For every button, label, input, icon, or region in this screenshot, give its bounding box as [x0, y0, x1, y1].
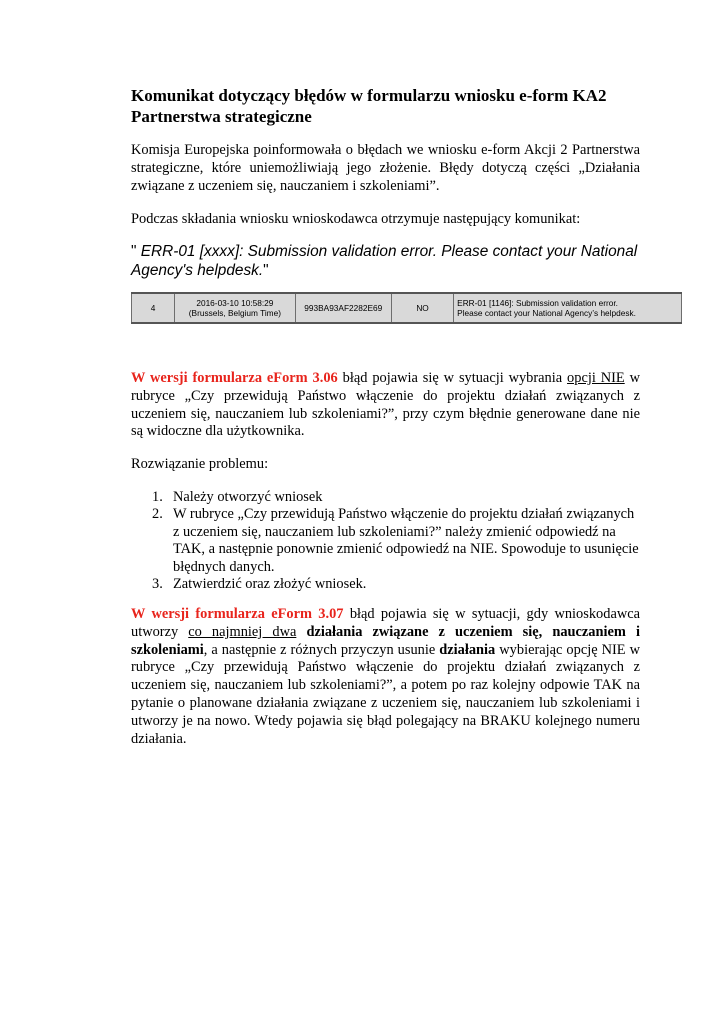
- row-number-cell: 4: [132, 293, 175, 323]
- list-item: [131, 489, 640, 506]
- bold-activities: działania związane z uczeniem się, nauczaniem i szkoleniami: [131, 623, 640, 658]
- date-cell: [175, 293, 295, 323]
- text-segment: błąd pojawia się w sytuacji wybrania: [337, 370, 568, 386]
- step-number: 2.: [152, 506, 163, 523]
- step-text: Zatwierdzić oraz złożyć wniosek.: [173, 576, 367, 593]
- underlined-quantity: co najmniej dwa: [188, 623, 297, 640]
- date-value: 2016-03-10 10:58:29: [196, 298, 274, 308]
- text-segment: [296, 624, 306, 640]
- quote-close: ": [263, 262, 269, 279]
- table-row: [132, 293, 682, 323]
- quote-open: ": [131, 243, 141, 260]
- list-item: [131, 506, 640, 576]
- underlined-option: opcji NIE: [567, 370, 625, 386]
- text-segment: błąd pojawia się w sytuacji, gdy wnioskodawca utworzy: [131, 606, 640, 640]
- list-item: [131, 576, 640, 593]
- text-segment: w rubryce „Czy przewidują Państwo włączenie do projektu działań związanych z uczeniem się, nauczaniem lub szkoleniami?”, przy czym błędnie generowane dane nie są widoczne dla użytkownika.: [131, 370, 640, 440]
- title-line-1: Komunikat dotyczący błędów w formularzu wniosku e-form KA2: [131, 86, 607, 105]
- version-307-highlight: W wersji formularza eForm 3.07: [131, 606, 344, 622]
- title-line-2: Partnerstwa strategiczne: [131, 107, 312, 126]
- submit-message-paragraph: Podczas składania wniosku wnioskodawca otrzymuje następujący komunikat:: [131, 211, 581, 227]
- bold-activities-short: działania: [439, 641, 496, 658]
- error-quote: [131, 242, 651, 280]
- intro-paragraph: Komisja Europejska poinformowała o błędach we wniosku e-form Akcji 2 Partnerstwa strategiczne, które uniemożliwiają jego złożenie. Błędy dotyczą części „Działania związane z uczeniem się, nauczaniem i szkoleniami”.: [131, 142, 640, 194]
- step-number: 3.: [152, 576, 163, 593]
- section-306-paragraph: [131, 370, 640, 441]
- message-cell: [454, 293, 682, 323]
- text-segment: wybierając opcję NIE w rubryce „Czy przewidują Państwo włączenie do projektu działań związanych z uczeniem się, nauczaniem lub szkoleniami?”, a potem po raz kolejny odpowie TAK na pytanie o planowane działania związane z uczeniem się, nauczaniem lub szkoleniami i utworzy je na nowo. Wtedy pojawia się błąd polegający na BRAKU kolejnego numeru działania.: [131, 641, 640, 747]
- status-cell: NO: [391, 293, 453, 323]
- step-text: W rubryce „Czy przewidują Państwo włączenie do projektu działań związanych z uczeniem się, nauczaniem lub szkoleniami?” należy zmienić odpowiedź na TAK, a następnie ponownie zmienić odpowiedź na NIE. Spowoduje to usunięcie błędnych danych.: [173, 506, 639, 575]
- section-307-paragraph: [131, 606, 640, 748]
- step-text: Należy otworzyć wniosek: [173, 489, 323, 505]
- timezone-value: (Brussels, Belgium Time): [188, 308, 281, 318]
- code-cell: 993BA93AF2282E69: [295, 293, 391, 323]
- message-line-2: Please contact your National Agency’s helpdesk.: [457, 308, 636, 318]
- message-line-1: ERR-01 [1146]: Submission validation error.: [457, 298, 618, 308]
- error-screenshot-table: [131, 292, 682, 324]
- version-306-highlight: W wersji formularza eForm 3.06: [131, 370, 338, 386]
- text-segment: , a następnie z różnych przyczyn usunie: [203, 641, 440, 658]
- solution-steps-list: [131, 489, 640, 593]
- solution-label: Rozwiązanie problemu:: [131, 456, 269, 472]
- error-message-text: ERR-01 [xxxx]: Submission validation error. Please contact your National Agency's helpdesk.: [131, 243, 638, 279]
- step-number: 1.: [152, 489, 163, 505]
- document-title: [131, 85, 651, 127]
